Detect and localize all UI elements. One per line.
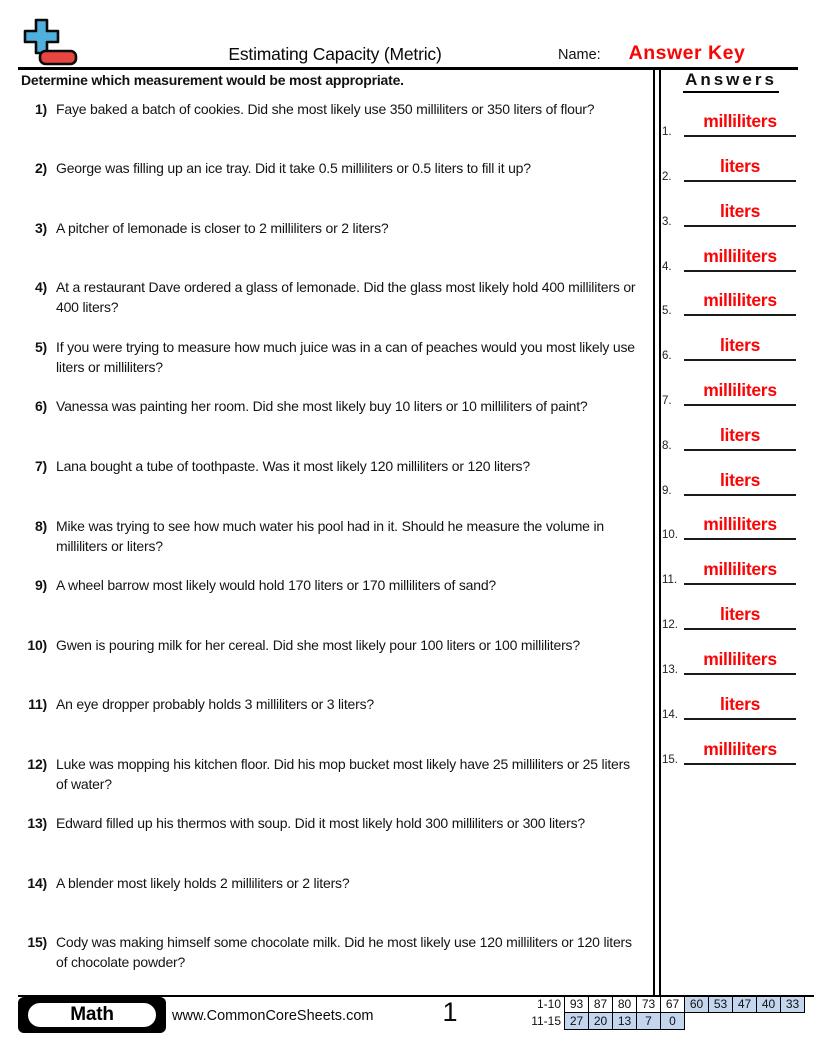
answer-number: 3. [662, 216, 672, 228]
score-cell: 87 [588, 996, 613, 1013]
question-text: Luke was mopping his kitchen floor. Did his mop bucket most likely have 25 milliliters or 25 liters of water? [56, 756, 630, 792]
score-cell: 93 [564, 996, 589, 1013]
answer-12 [658, 604, 800, 634]
answer-9 [658, 470, 800, 500]
answer-6 [658, 335, 800, 365]
question-5 [20, 338, 642, 377]
instruction-text: Determine which measurement would be most appropriate. [21, 72, 404, 88]
question-text: Faye baked a batch of cookies. Did she most likely use 350 milliliters or 350 liters of flour? [56, 101, 595, 117]
answer-value: milliliters [684, 649, 796, 675]
subject-badge [18, 997, 166, 1033]
question-number: 1) [34, 101, 47, 117]
answer-value: milliliters [684, 290, 796, 316]
name-label: Name: [558, 47, 601, 63]
answer-5 [658, 290, 800, 320]
question-10 [20, 636, 642, 656]
question-text: A wheel barrow most likely would hold 170 liters or 170 milliliters of sand? [56, 577, 497, 593]
question-number: 14) [27, 875, 47, 891]
question-text: Mike was trying to see how much water his pool had in it. Should he measure the volume in milliliters or liters? [56, 518, 604, 554]
question-11 [20, 695, 642, 715]
score-cell: 40 [756, 996, 781, 1013]
question-text: An eye dropper probably holds 3 milliliters or 3 liters? [56, 696, 374, 712]
question-number: 9) [34, 577, 47, 593]
answer-number: 7. [662, 395, 672, 407]
answer-number: 15. [662, 754, 678, 766]
answer-value: milliliters [684, 559, 796, 585]
score-cell: 7 [636, 1012, 661, 1030]
answer-value: milliliters [684, 514, 796, 540]
question-number: 4) [34, 279, 47, 295]
answer-number: 12. [662, 619, 678, 631]
question-number: 15) [27, 934, 47, 950]
answer-15 [658, 739, 800, 769]
question-number: 6) [34, 398, 47, 414]
question-text: A pitcher of lemonade is closer to 2 milliliters or 2 liters? [56, 220, 389, 236]
score-row-11-15 [528, 1013, 805, 1030]
score-cell: 47 [732, 996, 757, 1013]
answer-number: 8. [662, 440, 672, 452]
answer-2 [658, 156, 800, 186]
question-2 [20, 159, 642, 179]
question-text: Lana bought a tube of toothpaste. Was it most likely 120 milliliters or 120 liters? [56, 458, 530, 474]
score-cell: 60 [684, 996, 709, 1013]
name-value-answer-key: Answer Key [628, 42, 746, 64]
question-text: Vanessa was painting her room. Did she most likely buy 10 liters or 10 milliliters of paint? [56, 398, 588, 414]
answer-number: 11. [662, 574, 678, 586]
answer-number: 14. [662, 709, 678, 721]
answer-13 [658, 649, 800, 679]
question-number: 10) [27, 637, 47, 653]
question-6 [20, 397, 642, 417]
question-text: Cody was making himself some chocolate milk. Did he most likely use 120 milliliters or 120 liters of chocolate powder? [56, 934, 632, 970]
question-9 [20, 576, 642, 596]
answer-number: 2. [662, 171, 672, 183]
question-text: Gwen is pouring milk for her cereal. Did she most likely pour 100 liters or 100 milliliters? [56, 637, 580, 653]
question-number: 2) [34, 160, 47, 176]
answer-value: liters [684, 201, 796, 227]
answer-value: liters [684, 335, 796, 361]
answer-value: liters [684, 470, 796, 496]
question-text: If you were trying to measure how much juice was in a can of peaches would you most likely use liters or milliliters? [56, 339, 635, 375]
answers-title: Answers [683, 70, 779, 93]
website-text: www.CommonCoreSheets.com [172, 1008, 374, 1024]
answer-14 [658, 694, 800, 724]
answer-value: milliliters [684, 739, 796, 765]
score-cell: 27 [564, 1012, 589, 1030]
answer-number: 4. [662, 261, 672, 273]
question-7 [20, 457, 642, 477]
score-table [528, 996, 805, 1030]
score-cell: 80 [612, 996, 637, 1013]
answer-value: liters [684, 425, 796, 451]
score-cell: 33 [780, 996, 805, 1013]
question-13 [20, 814, 642, 834]
question-number: 3) [34, 220, 47, 236]
answer-value: liters [684, 604, 796, 630]
question-1 [20, 100, 642, 120]
question-number: 11) [28, 696, 47, 712]
question-3 [20, 219, 642, 239]
score-cell: 53 [708, 996, 733, 1013]
answer-value: milliliters [684, 246, 796, 272]
question-12 [20, 755, 642, 794]
question-number: 5) [34, 339, 47, 355]
answer-value: liters [684, 156, 796, 182]
answer-number: 10. [662, 529, 678, 541]
score-cell: 73 [636, 996, 661, 1013]
answer-value: milliliters [684, 380, 796, 406]
answer-number: 5. [662, 305, 672, 317]
answer-3 [658, 201, 800, 231]
question-text: George was filling up an ice tray. Did it take 0.5 milliliters or 0.5 liters to fill it up? [56, 160, 531, 176]
answer-1 [658, 111, 800, 141]
question-text: Edward filled up his thermos with soup. Did it most likely hold 300 milliliters or 300 liters? [56, 815, 585, 831]
answer-value: milliliters [684, 111, 796, 137]
question-8 [20, 517, 642, 556]
answer-number: 6. [662, 350, 672, 362]
answer-8 [658, 425, 800, 455]
score-row-label: 1-10 [536, 997, 561, 1011]
question-number: 7) [34, 458, 47, 474]
answer-number: 9. [662, 485, 672, 497]
answer-4 [658, 246, 800, 276]
question-number: 8) [34, 518, 47, 534]
answer-number: 1. [662, 126, 672, 138]
score-cell: 0 [660, 1012, 685, 1030]
score-row-1-10 [528, 996, 805, 1013]
question-text: At a restaurant Dave ordered a glass of lemonade. Did the glass most likely hold 400 milliliters or 400 liters? [56, 279, 636, 315]
page-number: 1 [442, 997, 458, 1027]
answer-10 [658, 514, 800, 544]
answer-number: 13. [662, 664, 678, 676]
question-4 [20, 278, 642, 317]
answer-value: liters [684, 694, 796, 720]
question-14 [20, 874, 642, 894]
score-row-label: 11-15 [531, 1014, 561, 1028]
question-text: A blender most likely holds 2 milliliters or 2 liters? [56, 875, 350, 891]
score-cell: 20 [588, 1012, 613, 1030]
score-cell: 67 [660, 996, 685, 1013]
subject-badge-label: Math [26, 1001, 158, 1029]
question-15 [20, 933, 642, 972]
question-number: 12) [27, 756, 47, 772]
page-title: Estimating Capacity (Metric) [228, 44, 442, 64]
question-number: 13) [27, 815, 47, 831]
answer-7 [658, 380, 800, 410]
score-cell: 13 [612, 1012, 637, 1030]
answer-11 [658, 559, 800, 589]
answers-column-header [662, 70, 800, 93]
